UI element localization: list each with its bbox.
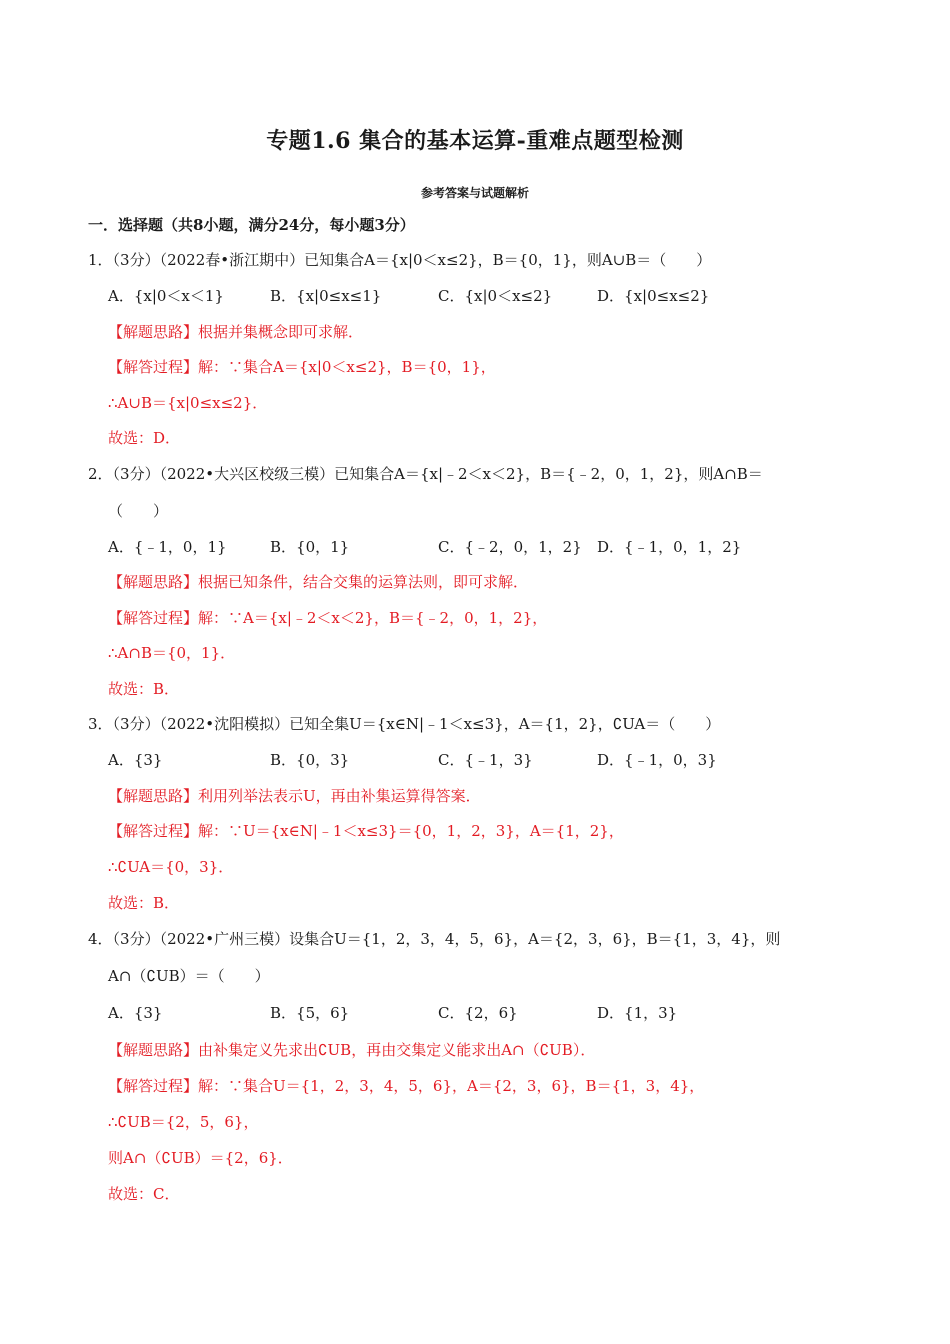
question-4-answer: 故选：C． bbox=[108, 1185, 180, 1203]
question-2-solution-idea: 【解题思路】根据已知条件，结合交集的运算法则，即可求解． bbox=[108, 573, 529, 591]
question-1-option-b: B．{x|0≤x≤1} bbox=[270, 287, 382, 305]
question-4-options bbox=[0, 1003, 950, 1023]
question-1-solution-step: ∴A∪B＝{x|0≤x≤2}． bbox=[108, 394, 268, 412]
question-1-option-c: C．{x|0＜x≤2} bbox=[438, 287, 553, 305]
question-2-options bbox=[0, 537, 950, 557]
question-1-answer: 故选：D． bbox=[108, 429, 181, 447]
page-subtitle: 参考答案与试题解析 bbox=[420, 186, 529, 200]
question-4-stem: 4．（3分）（2022•广州三模）设集合U＝{1，2，3，4，5，6}，A＝{2，3，6}，B＝{1，3，4}，则 bbox=[88, 930, 781, 948]
question-2-option-b: B．{0，1} bbox=[270, 538, 350, 556]
section-heading: 一．选择题（共8小题，满分24分，每小题3分） bbox=[88, 216, 415, 234]
question-1-option-d: D．{x|0≤x≤2} bbox=[597, 287, 710, 305]
question-3-option-d: D．{﹣1，0，3} bbox=[597, 751, 717, 769]
question-4-stem-cont: A∩（∁UB）＝（ ） bbox=[108, 967, 270, 985]
question-4-option-a: A．{3} bbox=[108, 1004, 163, 1022]
question-3-solution-step: ∴∁UA＝{0，3}． bbox=[108, 858, 234, 876]
question-3-options bbox=[0, 750, 950, 770]
question-4-solution-idea: 【解题思路】由补集定义先求出∁UB，再由交集定义能求出A∩（∁UB）． bbox=[108, 1041, 596, 1059]
question-1-solution-process: 【解答过程】解：∵集合A＝{x|0＜x≤2}，B＝{0，1}， bbox=[108, 358, 496, 376]
question-4-option-b: B．{5，6} bbox=[270, 1004, 350, 1022]
question-3-stem: 3．（3分）（2022•沈阳模拟）已知全集U＝{x∈N|﹣1＜x≤3}，A＝{1，2}，∁UA＝（ ） bbox=[88, 715, 721, 733]
question-3-solution-idea: 【解题思路】利用列举法表示U，再由补集运算得答案． bbox=[108, 787, 481, 805]
question-1-options bbox=[0, 286, 950, 306]
question-4-solution-process: 【解答过程】解：∵集合U＝{1，2，3，4，5，6}，A＝{2，3，6}，B＝{1，3，4}， bbox=[108, 1077, 705, 1095]
question-4-option-c: C．{2，6} bbox=[438, 1004, 518, 1022]
question-1-solution-idea: 【解题思路】根据并集概念即可求解． bbox=[108, 323, 364, 341]
question-2-option-a: A．{﹣1，0，1} bbox=[108, 538, 227, 556]
page-title: 专题1.6 集合的基本运算-重难点题型检测 bbox=[266, 128, 684, 154]
question-2-option-d: D．{﹣1，0，1，2} bbox=[597, 538, 742, 556]
question-1-stem: 1．（3分）（2022春•浙江期中）已知集合A＝{x|0＜x≤2}，B＝{0，1}，则A∪B＝（ ） bbox=[88, 251, 712, 269]
question-3-answer: 故选：B． bbox=[108, 894, 180, 912]
question-2-solution-process: 【解答过程】解：∵A＝{x|﹣2＜x＜2}，B＝{﹣2，0，1，2}， bbox=[108, 609, 548, 627]
question-3-option-b: B．{0，3} bbox=[270, 751, 350, 769]
question-3-solution-process: 【解答过程】解：∵U＝{x∈N|﹣1＜x≤3}＝{0，1，2，3}，A＝{1，2}， bbox=[108, 822, 624, 840]
question-2-solution-step: ∴A∩B＝{0，1}． bbox=[108, 644, 236, 662]
question-1-option-a: A．{x|0＜x＜1} bbox=[108, 287, 224, 305]
question-3-option-a: A．{3} bbox=[108, 751, 163, 769]
question-2-stem-cont: （ ） bbox=[108, 502, 169, 520]
question-2-stem: 2．（3分）（2022•大兴区校级三模）已知集合A＝{x|﹣2＜x＜2}，B＝{﹣2，0，1，2}，则A∩B＝ bbox=[88, 465, 763, 483]
question-4-solution-result: 则A∩（∁UB）＝{2，6}． bbox=[108, 1149, 293, 1167]
question-4-solution-step: ∴∁UB＝{2，5，6}， bbox=[108, 1113, 259, 1131]
question-2-answer: 故选：B． bbox=[108, 680, 180, 698]
question-2-option-c: C．{﹣2，0，1，2} bbox=[438, 538, 582, 556]
question-4-option-d: D．{1，3} bbox=[597, 1004, 678, 1022]
question-3-option-c: C．{﹣1，3} bbox=[438, 751, 533, 769]
